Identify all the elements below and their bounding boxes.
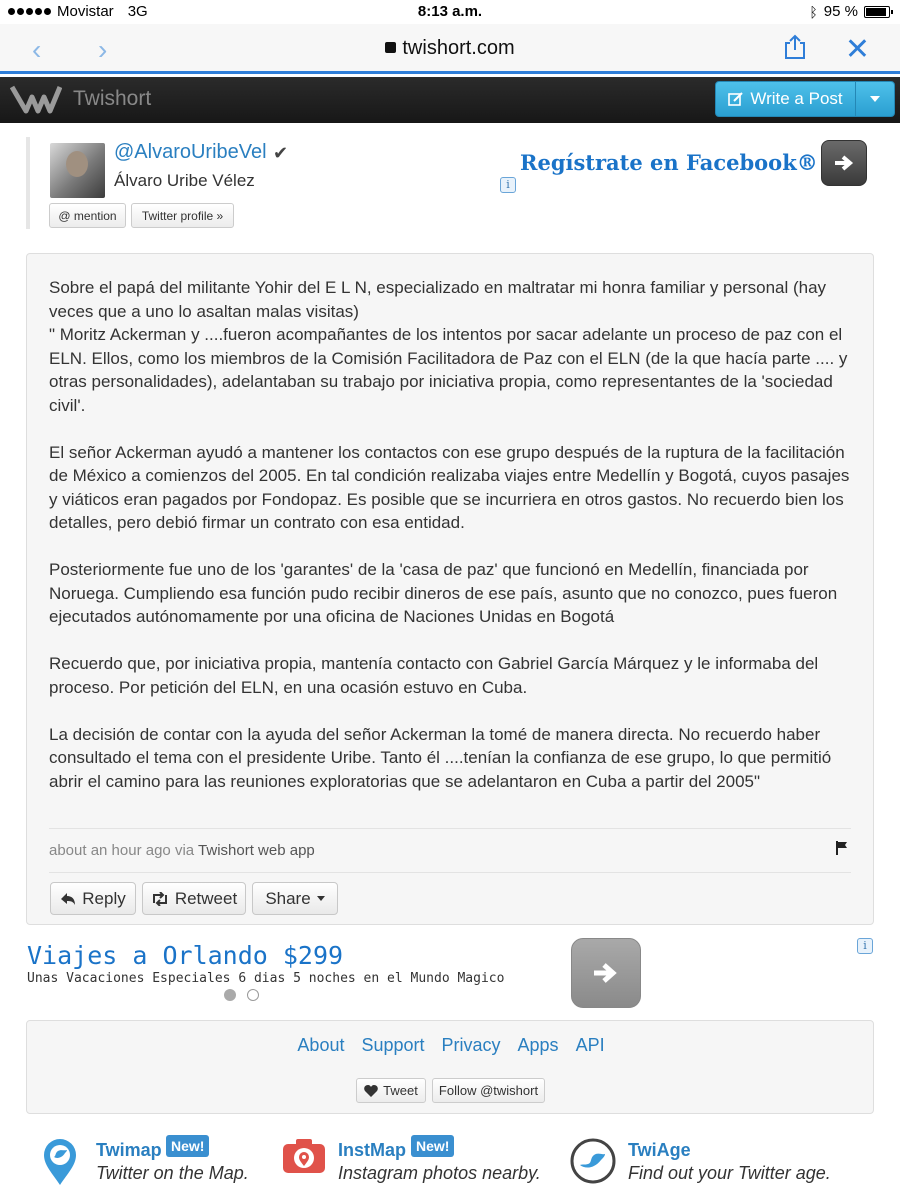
url-text: twishort.com bbox=[402, 37, 515, 59]
retweet-label: Retweet bbox=[174, 888, 238, 908]
twimap-subtitle: Twitter on the Map. bbox=[96, 1163, 249, 1183]
orlando-ad-link[interactable]: Viajes a Orlando $299 bbox=[27, 941, 344, 970]
facebook-ad-arrow-button[interactable] bbox=[821, 140, 867, 186]
via-label: via bbox=[174, 842, 195, 859]
ad-pager-dot[interactable] bbox=[247, 989, 259, 1001]
back-icon[interactable]: ‹ bbox=[32, 34, 42, 65]
ad-info-icon[interactable]: i bbox=[500, 177, 516, 193]
ad-pager-dot[interactable] bbox=[224, 989, 236, 1001]
twiage-subtitle: Find out your Twitter age. bbox=[628, 1163, 831, 1183]
reply-label: Reply bbox=[82, 888, 126, 908]
divider bbox=[49, 872, 851, 873]
flag-icon[interactable] bbox=[835, 840, 849, 856]
share-button[interactable] bbox=[252, 882, 338, 915]
edit-icon bbox=[728, 91, 744, 107]
follow-twishort-button[interactable]: Follow @twishort bbox=[432, 1078, 545, 1103]
battery-percentage: 95 % bbox=[823, 3, 858, 20]
post-paragraph: Recuerdo que, por iniciativa propia, mantenía contacto con Gabriel García Márquez y le informaba del proceso. Por petición del ELN, en una ocasión estuvo en Cuba. bbox=[49, 654, 819, 697]
bluetooth-icon: ᛒ bbox=[809, 3, 818, 20]
lock-icon bbox=[385, 42, 396, 53]
facebook-ad-link[interactable]: Regístrate en Facebook® bbox=[520, 150, 818, 175]
arrow-right-icon bbox=[592, 962, 620, 984]
footer-links bbox=[27, 1035, 875, 1056]
via-app-link[interactable]: Twishort web app bbox=[198, 842, 315, 859]
ad-info-icon[interactable]: i bbox=[857, 938, 873, 954]
clock: 8:13 a.m. bbox=[417, 3, 483, 20]
instmap-camera-icon[interactable] bbox=[282, 1138, 326, 1174]
mention-button[interactable]: @ mention bbox=[49, 203, 126, 228]
post-timestamp-link[interactable]: about an hour ago bbox=[49, 842, 171, 859]
footer-link-about[interactable]: About bbox=[297, 1035, 345, 1055]
retweet-button[interactable] bbox=[142, 882, 246, 915]
share-icon[interactable] bbox=[782, 34, 808, 60]
instmap-link[interactable]: InstMap bbox=[338, 1140, 407, 1160]
close-icon[interactable]: ✕ bbox=[844, 33, 870, 66]
orlando-ad-subtitle: Unas Vacaciones Especiales 6 dias 5 noches en el Mundo Magico bbox=[27, 971, 505, 986]
site-footer bbox=[26, 1020, 874, 1114]
twitter-profile-button[interactable]: Twitter profile » bbox=[131, 203, 234, 228]
share-label: Share bbox=[265, 888, 311, 908]
post-paragraph: La decisión de contar con la ayuda del señor Ackerman la tomé de manera directa. No recuerdo haber consultado el tema con el presidente Uribe. Tanto él ....tenían la confianza de ese grupo, lo que permitió abrir el camino para las reuniones exploratorias que se adelantaron en Cuba a partir del 2005" bbox=[49, 724, 832, 791]
post-body bbox=[49, 276, 855, 793]
instmap-subtitle: Instagram photos nearby. bbox=[338, 1163, 541, 1183]
heart-icon bbox=[364, 1085, 378, 1097]
divider bbox=[49, 828, 851, 829]
new-badge: New! bbox=[166, 1135, 209, 1157]
post-meta bbox=[49, 842, 315, 859]
twimap-pin-icon[interactable] bbox=[42, 1137, 78, 1187]
forward-icon[interactable]: › bbox=[98, 34, 108, 65]
post-paragraph: Sobre el papá del militante Yohir del E L N, especializado en maltratar mi honra familiar y personal (hay veces que a uno lo asaltan malas visitas) " Moritz Ackerman y ....fueron acompañantes de los intentos por sacar adelante un proceso de paz con el ELN. Ellos, como los miembros de la Comisión Facilitadora de Paz con el ELN (de la que hacía parte .... y otras personalidades), adelantaban su trabajo por iniciativa propia, como representantes de la 'sociedad civil'. bbox=[49, 278, 848, 415]
reply-button[interactable] bbox=[50, 882, 136, 915]
author-name: Álvaro Uribe Vélez bbox=[114, 171, 255, 190]
network-label: 3G bbox=[127, 3, 148, 20]
write-post-label: Write a Post bbox=[750, 89, 843, 108]
carrier-label: Movistar bbox=[57, 3, 114, 20]
chevron-down-icon bbox=[317, 896, 325, 901]
footer-link-apps[interactable]: Apps bbox=[517, 1035, 559, 1055]
reply-icon bbox=[60, 892, 76, 906]
tweet-label: Tweet bbox=[383, 1083, 418, 1098]
chevron-down-icon bbox=[870, 96, 880, 102]
footer-link-support[interactable]: Support bbox=[361, 1035, 425, 1055]
post-card bbox=[26, 253, 874, 925]
twimap-link[interactable]: Twimap bbox=[96, 1140, 162, 1160]
retweet-icon bbox=[151, 892, 169, 906]
browser-toolbar bbox=[0, 24, 900, 74]
footer-link-api[interactable]: API bbox=[575, 1035, 605, 1055]
battery-icon bbox=[864, 6, 890, 18]
write-post-button[interactable] bbox=[715, 81, 895, 117]
twiage-link[interactable]: TwiAge bbox=[628, 1140, 691, 1160]
post-paragraph: Posteriormente fue uno de los 'garantes' de la 'casa de paz' que funcionó en Medellín, financiada por Noruega. Cumpliendo esa función pudo recibir dineros de ese país, asunto que no conozco, pues fueron ejecutados autónomamente por una oficina de Naciones Unidas en Bogotá bbox=[49, 560, 838, 626]
brand-name[interactable]: Twishort bbox=[73, 87, 152, 110]
orlando-ad-arrow-button[interactable] bbox=[571, 938, 641, 1008]
address-bar[interactable] bbox=[0, 37, 900, 60]
post-paragraph: El señor Ackerman ayudó a mantener los contactos con ese grupo después de la ruptura de la facilitación de México a comienzos del 2005. En tal condición realizaba viajes entre Medellín y Bogotá, cuyos pasajes y viáticos eran pagados por Fondopaz. Es posible que se incurriera en otros gastos. No recuerdo bien los detalles, pero debió firmar un contrato con esa entidad. bbox=[49, 442, 850, 532]
verified-check-icon: ✔ bbox=[273, 143, 289, 163]
write-post-dropdown[interactable] bbox=[856, 82, 894, 116]
twiage-bird-icon[interactable] bbox=[570, 1138, 616, 1184]
footer-link-privacy[interactable]: Privacy bbox=[441, 1035, 501, 1055]
status-bar bbox=[0, 0, 900, 24]
site-header bbox=[0, 77, 900, 123]
write-post-main[interactable] bbox=[716, 82, 856, 116]
author-handle-link[interactable]: @AlvaroUribeVel bbox=[114, 141, 267, 163]
arrow-right-icon bbox=[833, 154, 855, 172]
new-badge: New! bbox=[411, 1135, 454, 1157]
twishort-logo-icon[interactable] bbox=[10, 83, 62, 115]
tweet-button[interactable] bbox=[356, 1078, 426, 1103]
avatar[interactable] bbox=[50, 143, 105, 198]
